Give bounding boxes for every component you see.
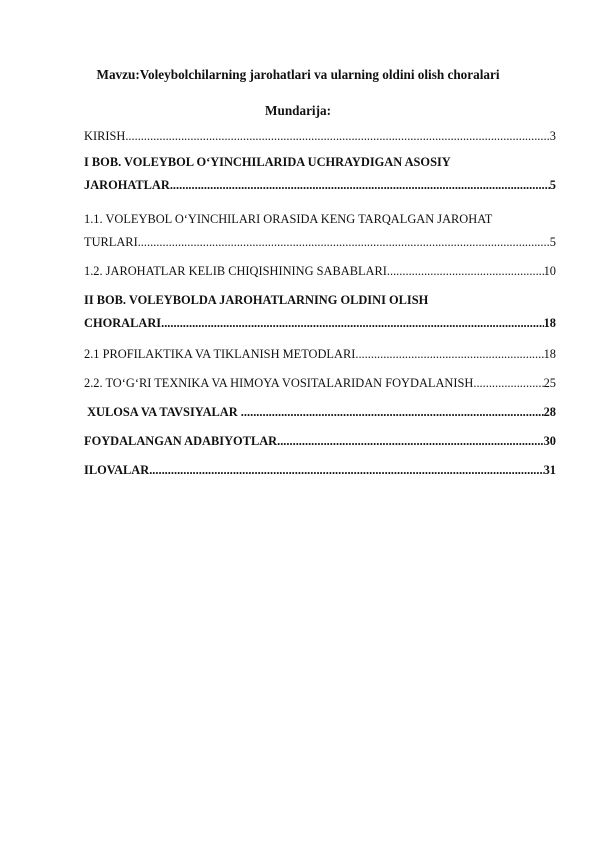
- toc-entry-page: 18: [543, 347, 556, 361]
- toc-entry-page: 30: [543, 434, 556, 448]
- toc-entry-conclusion[interactable]: [84, 404, 556, 420]
- dot-leader: [355, 346, 543, 362]
- toc-entry-page: 5: [549, 235, 556, 249]
- toc-heading: Mundarija:: [265, 103, 331, 118]
- toc-entry-chapter-2[interactable]: [84, 292, 556, 331]
- toc-entry-page: 10: [543, 264, 556, 278]
- toc-entry-title: II BOB. VOLEYBOLDA JAROHATLARNING OLDINI OLISH: [84, 293, 429, 307]
- toc-entry-title: XULOSA VA TAVSIYALAR: [84, 405, 241, 419]
- toc-entry-section-1-1[interactable]: [84, 211, 556, 250]
- dot-leader: [241, 404, 544, 420]
- toc-entry-section-1-2[interactable]: [84, 263, 556, 279]
- toc-entry-title: I BOB. VOLEYBOL O‘YINCHILARIDA UCHRAYDIGAN ASOSIY: [84, 155, 451, 169]
- toc-entry-section-2-1[interactable]: [84, 346, 556, 362]
- dot-leader: [125, 128, 549, 144]
- toc-entry-title: 2.1 PROFILAKTIKA VA TIKLANISH METODLARI: [84, 347, 356, 361]
- dot-leader: [476, 375, 543, 391]
- toc-entry-title: 1.1. VOLEYBOL O‘YINCHILARI ORASIDA KENG TARQALGAN JAROHAT: [84, 212, 493, 226]
- toc-entry-references[interactable]: [84, 433, 556, 449]
- toc-entry-title-cont: JAROHATLAR: [84, 178, 170, 192]
- toc-entry-page: 31: [543, 463, 556, 477]
- toc-entry-page: 5: [549, 178, 556, 192]
- toc-entry-title: FOYDALANGAN ADABIYOTLAR: [84, 434, 278, 448]
- dot-leader: [277, 433, 544, 449]
- toc-entry-page: 28: [543, 405, 556, 419]
- dot-leader: [170, 177, 550, 193]
- toc-entry-title: 1.2. JAROHATLAR KELIB CHIQISHINING SABABLARI: [84, 264, 387, 278]
- toc-entry-appendices[interactable]: [84, 462, 556, 478]
- toc-entry-page: 25: [543, 376, 556, 390]
- toc-entry-title: ILOVALAR: [84, 463, 150, 477]
- toc-entry-title-cont: TURLARI: [84, 235, 138, 249]
- toc-entry-page: 18: [543, 316, 556, 330]
- document-title: Mavzu:Voleybolchilarning jarohatlari va ularning oldini olish choralari: [96, 67, 500, 82]
- dot-leader: [149, 462, 543, 478]
- toc-entry-section-2-2[interactable]: [84, 375, 556, 391]
- dot-leader: [138, 234, 550, 250]
- toc-entry-title: 2.2. TO‘G‘RI TEXNIKA VA HIMOYA VOSITALARIDAN FOYDALANISH.: [84, 376, 477, 390]
- toc-entry-kirish[interactable]: [84, 128, 556, 144]
- toc-entry-title: KIRISH: [84, 129, 126, 143]
- toc-entry-page: 3: [549, 129, 556, 143]
- toc-entry-chapter-1[interactable]: [84, 154, 556, 193]
- dot-leader: [161, 315, 544, 331]
- dot-leader: [387, 263, 544, 279]
- toc-entry-title-cont: CHORALARI: [84, 316, 162, 330]
